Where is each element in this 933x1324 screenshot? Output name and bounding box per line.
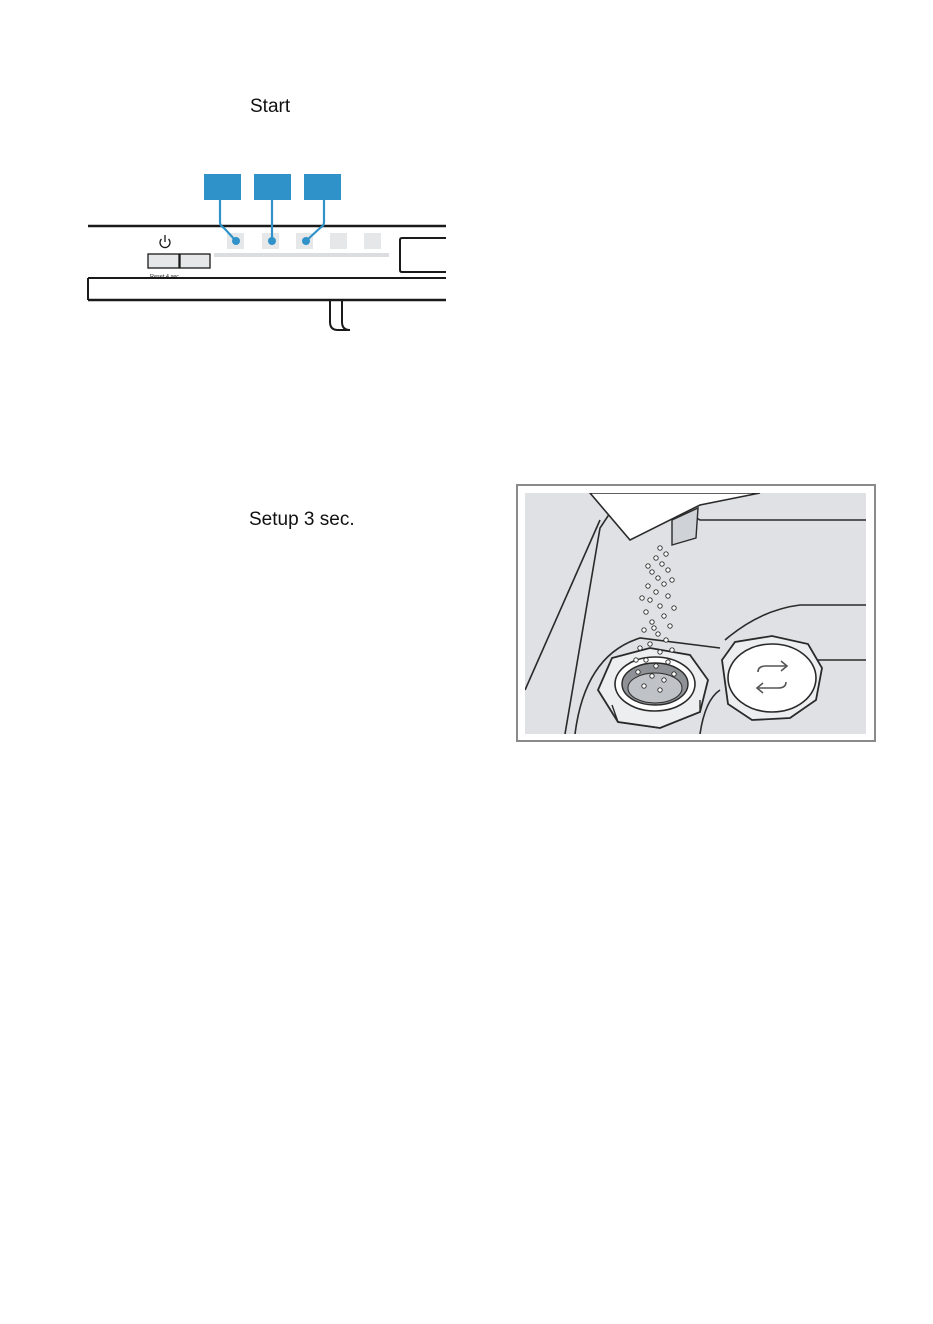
reset-button[interactable] xyxy=(180,254,210,268)
highlight-callouts xyxy=(204,174,341,245)
callout-dot-3 xyxy=(302,237,310,245)
program-button-5[interactable] xyxy=(364,233,381,249)
callout-dot-2 xyxy=(268,237,276,245)
callout-dot-1 xyxy=(232,237,240,245)
program-button-4[interactable] xyxy=(330,233,347,249)
start-label: Start xyxy=(250,96,291,117)
callout-box-1 xyxy=(204,174,241,200)
reset-caption: Reset 4 sec. xyxy=(150,274,181,280)
power-button[interactable] xyxy=(148,254,179,268)
salt-illustration xyxy=(525,493,866,734)
power-icon xyxy=(160,235,170,248)
callout-box-3 xyxy=(304,174,341,200)
program-indicator-bar xyxy=(214,253,389,257)
setup-label: Setup 3 sec. xyxy=(249,509,355,530)
callout-box-2 xyxy=(254,174,291,200)
